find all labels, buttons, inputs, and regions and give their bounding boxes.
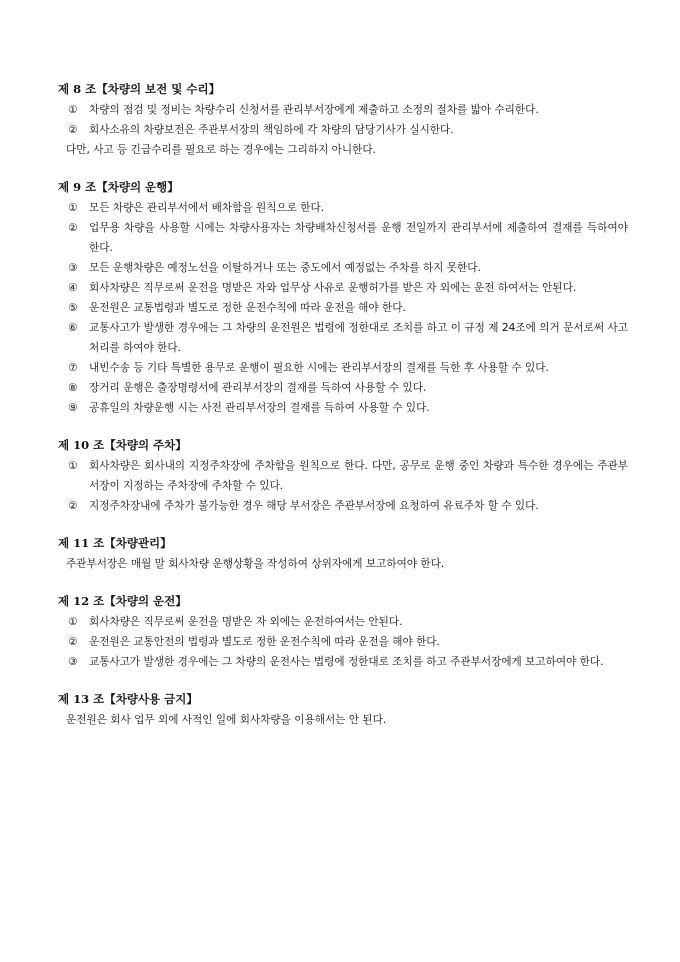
article-title: 제 13 조【차량사용 금지】 (58, 692, 198, 706)
paragraph-text: 회사차량은 회사내의 지정주차장에 주차함을 원칙으로 한다. 다만, 공무로 운행 중인 차량과 특수한 경우에는 주관부서장이 지정하는 주차장에 주차할 수 있다. (89, 460, 628, 492)
article-8 (58, 80, 630, 160)
paragraph-text: 교통사고가 발생한 경우에는 그 차량의 운전사는 법령에 정한대로 조치를 하고 주관부서장에게 보고하여야 한다. (89, 656, 604, 668)
article-title: 제 11 조【차량관리】 (58, 536, 172, 550)
paragraph (58, 120, 630, 140)
paragraph (58, 612, 630, 632)
article-body: 주관부서장은 매월 말 회사차량 운행상황을 작성하여 상위자에게 보고하여야 한다. (66, 558, 445, 570)
paragraph-number: ③ (68, 262, 78, 274)
paragraph-text: 운전원은 교통안전의 법령과 별도로 정한 운전수칙에 따라 운전을 해야 한다. (89, 636, 440, 648)
paragraph (58, 456, 630, 496)
paragraph-number: ② (68, 124, 78, 136)
paragraph-number: ② (68, 500, 78, 512)
paragraph-number: ① (68, 202, 78, 214)
paragraph-text: 공휴일의 차량운행 시는 사전 관리부서장의 결재를 득하여 사용할 수 있다. (89, 402, 430, 414)
article-title: 제 10 조【차량의 주차】 (58, 438, 187, 452)
article-title: 제 8 조【차량의 보전 및 수리】 (58, 82, 221, 96)
paragraph (58, 652, 630, 672)
paragraph (58, 218, 630, 258)
paragraph-text: 교통사고가 발생한 경우에는 그 차량의 운전원은 법령에 정한대로 조치를 하고 이 규정 제 24조에 의거 문서로써 사고처리를 하여야 한다. (89, 322, 628, 354)
paragraph-text: 업무용 차량을 사용할 시에는 차량사용자는 차량배차신청서를 운행 전일까지 관리부서에 제출하여 결재를 득하여야 한다. (89, 222, 628, 254)
paragraph (58, 398, 630, 418)
paragraph-number: ⑦ (68, 362, 78, 374)
paragraph (58, 278, 630, 298)
paragraph (58, 100, 630, 120)
paragraph-number: ② (68, 222, 78, 234)
document-page (58, 80, 630, 748)
paragraph-number: ② (68, 636, 78, 648)
paragraph (58, 496, 630, 516)
article-note: 다만, 사고 등 긴급수리를 필요로 하는 경우에는 그리하지 아니한다. (66, 144, 376, 156)
paragraph-text: 운전원은 교통법령과 별도로 정한 운전수칙에 따라 운전을 해야 한다. (89, 302, 406, 314)
article-10 (58, 436, 630, 516)
article-12 (58, 592, 630, 672)
paragraph-text: 회사차량은 직무로써 운전을 명받은 자 외에는 운전하여서는 안된다. (89, 616, 403, 628)
paragraph (58, 318, 630, 358)
article-title: 제 12 조【차량의 운전】 (58, 594, 187, 608)
paragraph-number: ⑥ (68, 322, 78, 334)
paragraph-text: 차량의 점검 및 정비는 차량수리 신청서를 관리부서장에게 제출하고 소정의 절차를 밟아 수리한다. (89, 104, 539, 116)
paragraph-text: 장거리 운행은 출장명령서에 관리부서장의 결재를 득하여 사용할 수 있다. (89, 382, 427, 394)
article-title: 제 9 조【차량의 운행】 (58, 180, 179, 194)
paragraph-text: 모든 운행차량은 예정노선을 이탈하거나 또는 중도에서 예정없는 주차를 하지 못한다. (89, 262, 481, 274)
paragraph (58, 258, 630, 278)
article-body: 운전원은 회사 업무 외에 사적인 일에 회사차량을 이용해서는 안 된다. (66, 714, 387, 726)
paragraph-number: ⑨ (68, 402, 78, 414)
paragraph-number: ① (68, 460, 78, 472)
paragraph-number: ① (68, 616, 78, 628)
paragraph (58, 298, 630, 318)
paragraph (58, 358, 630, 378)
paragraph (58, 632, 630, 652)
paragraph-text: 회사차량은 직무로써 운전을 명받은 자와 업무상 사유로 운행허가를 받은 자 외에는 운전 하여서는 안된다. (89, 282, 577, 294)
paragraph-text: 지정주차장내에 주차가 불가능한 경우 해당 부서장은 주관부서장에 요청하여 유료주차 할 수 있다. (89, 500, 539, 512)
paragraph-text: 내빈수송 등 기타 특별한 용무로 운행이 필요한 시에는 관리부서장의 결재를 득한 후 사용할 수 있다. (89, 362, 549, 374)
article-13 (58, 690, 630, 730)
paragraph (58, 198, 630, 218)
paragraph-text: 모든 차량은 관리부서에서 배차함을 원칙으로 한다. (89, 202, 325, 214)
paragraph-text: 회사소유의 차량보전은 주관부서장의 책임하에 각 차량의 담당기사가 실시한다. (89, 124, 454, 136)
paragraph-number: ④ (68, 282, 78, 294)
paragraph-number: ① (68, 104, 78, 116)
paragraph-number: ⑤ (68, 302, 78, 314)
paragraph (58, 378, 630, 398)
paragraph-number: ③ (68, 656, 78, 668)
paragraph-number: ⑧ (68, 382, 78, 394)
article-11 (58, 534, 630, 574)
article-9 (58, 178, 630, 418)
